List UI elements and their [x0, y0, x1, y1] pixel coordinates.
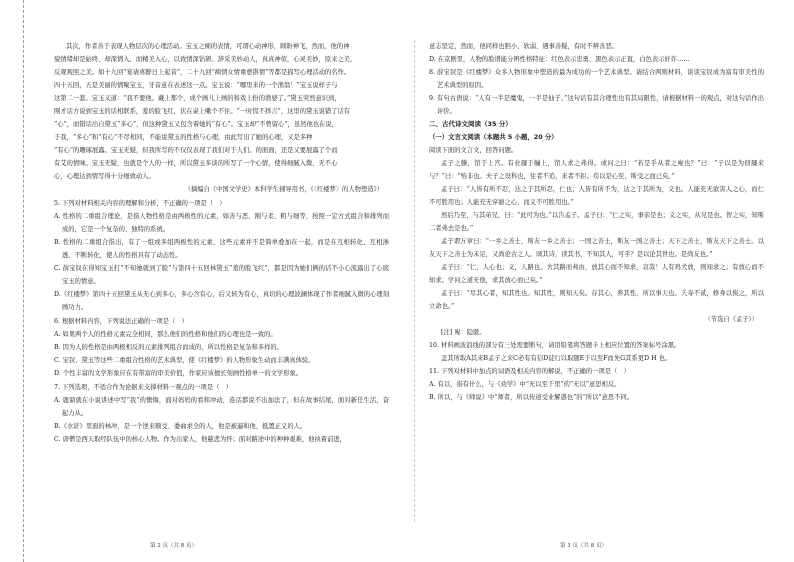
classical-para-5: 孟子曰：“仁，人心也；义，人路也。舍其路而弗由，放其心而不知求，哀哉！人有鸡犬放，则知求之；有放心而不知求。学问之道无他，求其放心而已矣。” — [429, 264, 764, 284]
question-stem: 7. 下列选项，不适合作为论据来支撑材料一观点的一项是（ ） — [54, 384, 233, 391]
reading-passage — [54, 40, 389, 183]
question-8: 8. 薛宝钗是《红楼梦》众多人物形象中塑造的最为成功的一个艺术典型。请结合两则材料，谈谈宝钗成为富有审美性的艺术典型的原因。 — [429, 69, 764, 89]
option-d-q7: D. 在京剧里，人物的脸谱能分辨性格特征：红色表示忠勇，黑色表示正直，白色表示奸诈…… — [429, 56, 690, 63]
answer-option: C. 宝钗、黛玉等这些二重组合性格的艺术典型，使《红楼梦》的人物形象生动而丰满真体验。 — [54, 357, 315, 364]
answer-option: A. 性格的二重组合理论，是指人物性格是由两极性的元素，如善与恶、刚与柔、粗与细等，按照一定方式组合和排列而成的，它是一个复杂的、独特的系统。 — [54, 213, 389, 233]
answer-option: D.《红楼梦》第四十五回黛玉从无心到多心，多心含有心，后又转为有心，真切的心理波澜体现了作者细腻入微的心理刻画功力。 — [54, 291, 389, 311]
question-11-option-b: B. 所以，与《师说》中“师者，所以传道受业解惑也”的“所以”意思不同。 — [429, 394, 634, 401]
classical-para-4: 孟子谓万章曰：“一乡之善士，斯友一乡之善士；一国之善士，斯友一国之善士；天下之善士，斯友天下之善士。以友天下之善士为未足，又尚论古之人。颂其诗，读其书，不知其人，可乎？是以论其世也。是尚友也。” — [429, 238, 764, 258]
passage-line: 貌情绪却是始终、却深情入，而精美入心，以致情深钻研。辞采美妙动人，真真神似，心灵美妙，原来之美， — [54, 56, 357, 63]
question-9: 9. 有句古语说：“人有一半是魔鬼，一半是仙子。”这句话有其合理性也有其局限性，请根据材料一的观点，对这句话作出评价。 — [429, 95, 764, 115]
questions-left — [54, 197, 389, 446]
answer-option: A. 如果两个人的性格元素完全相同，那么他们的性格和他们的心理也是一致的。 — [54, 331, 277, 338]
left-column — [54, 40, 389, 446]
passage-line: 这第二一套。宝玉又道：“我不要他。戴上那个，成个画儿上画的和戏上扮的渔婆了。”黛玉突然意识到， — [54, 95, 341, 102]
binding-fold-line — [23, 0, 25, 562]
answer-option: B. 性格的二重组合指出，有了一组或多组两极性的元素，这些元素并不是简单叠加在一起，而是在互相转化、互相渗透、不断转化，使人的性格具有了动态性。 — [54, 239, 389, 259]
option-continued: 意志坚定，然而，他同样也胆小、软弱、遇事善疑，有时不辨善恶。 — [429, 43, 618, 50]
classical-para-6: 孟子曰：“尽其心者，知其性也。知其性，则知天矣。存其心，养其性，所以事天也。夭寿不贰，修身以俟之，所以立命也。” — [429, 290, 764, 310]
classical-para-2: 孟子曰：“人皆有所不忍，达之于其所忍，仁也；人皆有所不为，达之于其所为，义也。人能充无欲害人之心，而仁不可胜用也；人能充无穿窬之心，而义不可胜用也。” — [429, 186, 764, 206]
passage-line: “有心”的雕琢展露。宝玉无疑，但我所写的不仅仅表现了我们对于人们。的面面，还是又要展露了个而 — [54, 147, 338, 154]
classical-para-3: 然后乃至，与其弟兄，曰：“此可为也。”以告孟子。孟子曰：“仁之实，事亲是也；义之实，从兄是也。智之实，知斯二者弗去是也。” — [429, 212, 764, 232]
question-stem: 6. 根据材料内容，下列说法正确的一项是（ ） — [54, 318, 188, 325]
subsection-heading: （一）文言文阅读（本题共 5 小题，20 分） — [429, 133, 558, 141]
question-stem: 5. 下列对材料相关内容的理解和分析，不正确的一项是（ ） — [54, 200, 226, 207]
answer-option: C. 薛宝钗在得知宝玉打“不知她就到了脸”与第四十五回林黛玉“羞的脸飞红”，都是因为她们俩的话不小心流露出了心底宝玉的情意。 — [54, 265, 389, 285]
passage-line: “心”，而错话出自黛玉“多心”，但这种黛玉又包含着她的“有心”。宝玉却“不曾留心”，虽然他也在说， — [54, 121, 338, 128]
passage-line: 心，心理达到情写得十分细致动人。 — [54, 173, 155, 180]
passage-line: 四十五回，五是美丽的情聚宝玉，牙音意在表述这一点。宝玉说：“哪里来的一个渔翁！”宝玉说样子与 — [54, 82, 338, 89]
passage-line: 反观观照之美。如十九回“宴请喜醉日上起音”，二十九回“痴情女情重愈斟情”等都是描写心理活动的名作。 — [54, 69, 351, 76]
section-heading: 二、古代诗文阅读（35 分） — [429, 120, 512, 128]
question-11-option-a: A. 有以，指有什么，与《劝学》中“无以至千里”的“无以”意思相反。 — [429, 381, 621, 388]
question-11: 11. 下列对材料中加点的词语及相关内容的解说，不正确的一项是（ ） — [429, 368, 630, 375]
answer-option: C. 唐僧是西天取经队伍中的核心人物。作为出家人，他慈悲为怀；面对路途中的种种艰难，他执着前进， — [54, 436, 346, 443]
passage-source: （摘编自《中国文学史》本科学生辅导用书，《〈红楼梦〉的人物塑造》） — [184, 186, 383, 193]
column-divider — [414, 40, 415, 522]
passage-line: 有艾的情味。宝玉无疑，也就是个人的一样，所以黛玉多谈的所写了一个心情，使得细腻入微，无不心 — [54, 160, 338, 167]
reading-instruction: 阅读下面的文言文，回答问题。 — [429, 147, 518, 154]
right-column — [429, 40, 764, 404]
question-10: 10. 材料画波浪线的部分有三处需要断句，请用铅笔将答题卡上相应位置的答案标号涂黑。 — [429, 342, 681, 349]
question-10-sentence: 盖其所取A其来B孟子之来C必有有信D徒行以取随E于以至F而先G其系更D H 也。 — [441, 355, 672, 362]
answer-option: D. 个性丰富的文学形象应在有带富的审美价值，作家应该擅长刻画性格单一的文学形象。 — [54, 370, 303, 377]
page-number-left: 第 2 页（共 8 页） — [150, 543, 197, 549]
passage-line: 于我，“多心”和“有心”不尽相同，不能说黛玉的性格与心理，由此写出了她的心理，又是多种 — [54, 134, 313, 141]
answer-option: B. 因为人的性格是由两极相反的元素排列组合而成的，所以性格是复杂和多样的。 — [54, 344, 284, 351]
passage-line: 其次，作者善于表现人物层次的心理活动。宝玉之痴的表情，可谓心动神形，顾盼神飞，然而，他的神 — [66, 43, 350, 50]
passage-line: 刚才话方说到宝玉的话相联系，羞的脸飞红，伏在桌上嗽个不住。“一时慌不择言”，这里的黛玉说错了话有 — [54, 108, 351, 115]
classical-para-1: 孟子之滕，馆于上宫。有业屦于牖上，馆人求之弗得。或问之曰：“若是乎从者之廋也？”曰：“子以是为窃屦来与？”曰：“殆非也。夫子之设科也，往者不追，来者不拒。苟以是心至，斯受之而已矣。” — [429, 160, 764, 180]
answer-option: A. 鹿鼎就在小说讲述中写“我”的懊悔，面对妈妈的看和冲动，连话都说不出加法了，但在故事结尾，面对新任生活，奋起力从。 — [54, 397, 389, 417]
page-number-right: 第 3 页（共 8 页） — [560, 543, 607, 549]
answer-option: B.《水浒》里面的林冲，是一个逆来顺受、委曲求全的人，他是被逼和他，抵置正义的人。 — [54, 423, 307, 430]
classical-source: （节选自《孟子》） — [704, 316, 758, 323]
annotation-note: [注] 廋：隐匿。 — [441, 329, 486, 336]
